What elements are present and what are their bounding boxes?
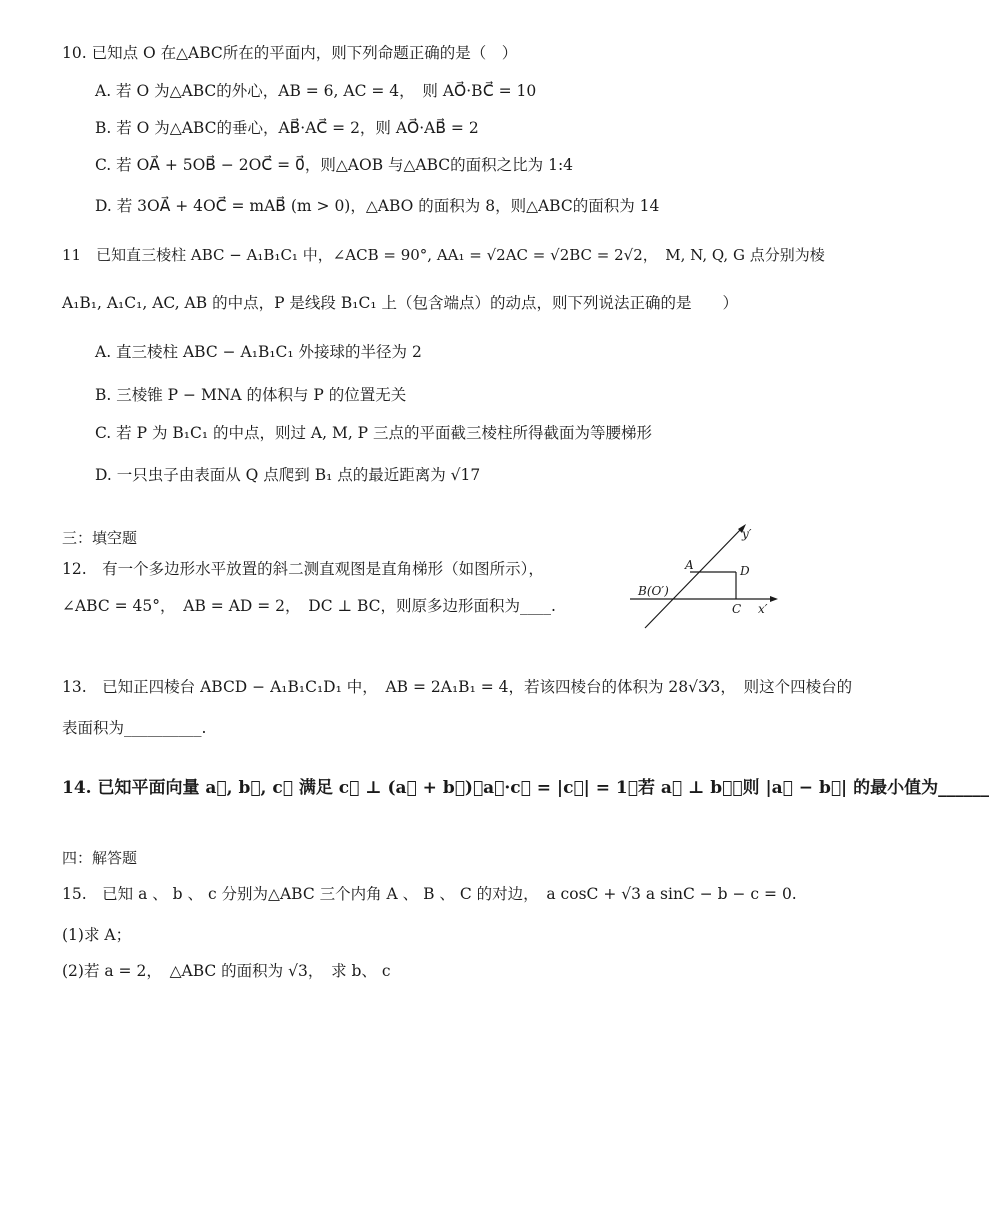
q11-option-d: D. 一只虫子由表面从 Q 点爬到 B₁ 点的最近距离为 √17	[95, 466, 481, 484]
oblique-trapezoid-figure	[630, 518, 790, 633]
q15-stem: 15. 已知 a 、 b 、 c 分别为△ABC 三个内角 A 、 B 、 C 的对边， a cosC + √3 a sinC − b − c = 0.	[62, 885, 797, 903]
q10-option-d: D. 若 3OA⃗ + 4OC⃗ = mAB⃗ (m > 0)，△ABO 的面积为 8，则△ABC的面积为 14	[95, 197, 660, 215]
q14-line1: 14. 已知平面向量 a⃗, b⃗, c⃗ 满足 c⃗ ⊥ (a⃗ + b⃗)，a⃗·c⃗ = |c⃗| = 1，若 a⃗ ⊥ b⃗，则 |a⃗ − b⃗| 的最小值为______	[62, 778, 989, 798]
q12-line2: ∠ABC = 45°， AB = AD = 2， DC ⊥ BC，则原多边形面积为____.	[62, 597, 556, 615]
q11-option-c: C. 若 P 为 B₁C₁ 的中点，则过 A, M, P 三点的平面截三棱柱所得截面为等腰梯形	[95, 424, 653, 442]
q11-option-b: B. 三棱锥 P − MNA 的体积与 P 的位置无关	[95, 386, 407, 404]
q11-stem-line2: A₁B₁, A₁C₁, AC, AB 的中点，P 是线段 B₁C₁ 上（包含端点）的动点，则下列说法正确的是 ）	[62, 294, 738, 312]
label-a: A	[685, 558, 694, 572]
label-b-o: B(O′)	[638, 584, 669, 598]
label-y-prime: y′	[742, 527, 752, 541]
q10-option-b: B. 若 O 为△ABC的垂心，AB⃗·AC⃗ = 2，则 AO⃗·AB⃗ = 2	[95, 119, 479, 137]
q15-part2: (2)若 a = 2， △ABC 的面积为 √3， 求 b、 c	[62, 962, 391, 980]
y-axis-line	[645, 528, 742, 628]
section-solve-heading: 四：解答题	[62, 849, 138, 867]
label-d: D	[740, 564, 750, 578]
q10-option-c: C. 若 OA⃗ + 5OB⃗ − 2OC⃗ = 0⃗，则△AOB 与△ABC的面积之比为 1:4	[95, 156, 574, 174]
section-fill-in-heading: 三：填空题	[62, 529, 138, 547]
label-c: C	[732, 602, 742, 616]
q12-line1: 12. 有一个多边形水平放置的斜二测直观图是直角梯形（如图所示），	[62, 560, 544, 578]
q15-part1: (1)求 A；	[62, 926, 132, 944]
q10-stem: 10. 已知点 O 在△ABC所在的平面内，则下列命题正确的是（ ）	[62, 44, 518, 62]
x-axis-arrow	[770, 596, 778, 602]
q10-option-a: A. 若 O 为△ABC的外心，AB = 6, AC = 4， 则 AO⃗·BC⃗ = 10	[95, 82, 537, 100]
q11-option-a: A. 直三棱柱 ABC − A₁B₁C₁ 外接球的半径为 2	[95, 343, 422, 361]
label-x-prime: x′	[758, 602, 768, 616]
q13-line2: 表面积为__________.	[62, 719, 207, 737]
q11-stem-line1: 11 已知直三棱柱 ABC − A₁B₁C₁ 中，∠ACB = 90°, AA₁ = √2AC = √2BC = 2√2， M, N, Q, G 点分别为棱	[62, 246, 825, 264]
q13-line1: 13. 已知正四棱台 ABCD − A₁B₁C₁D₁ 中， AB = 2A₁B₁ = 4，若该四棱台的体积为 28√3⁄3， 则这个四棱台的	[62, 678, 853, 696]
